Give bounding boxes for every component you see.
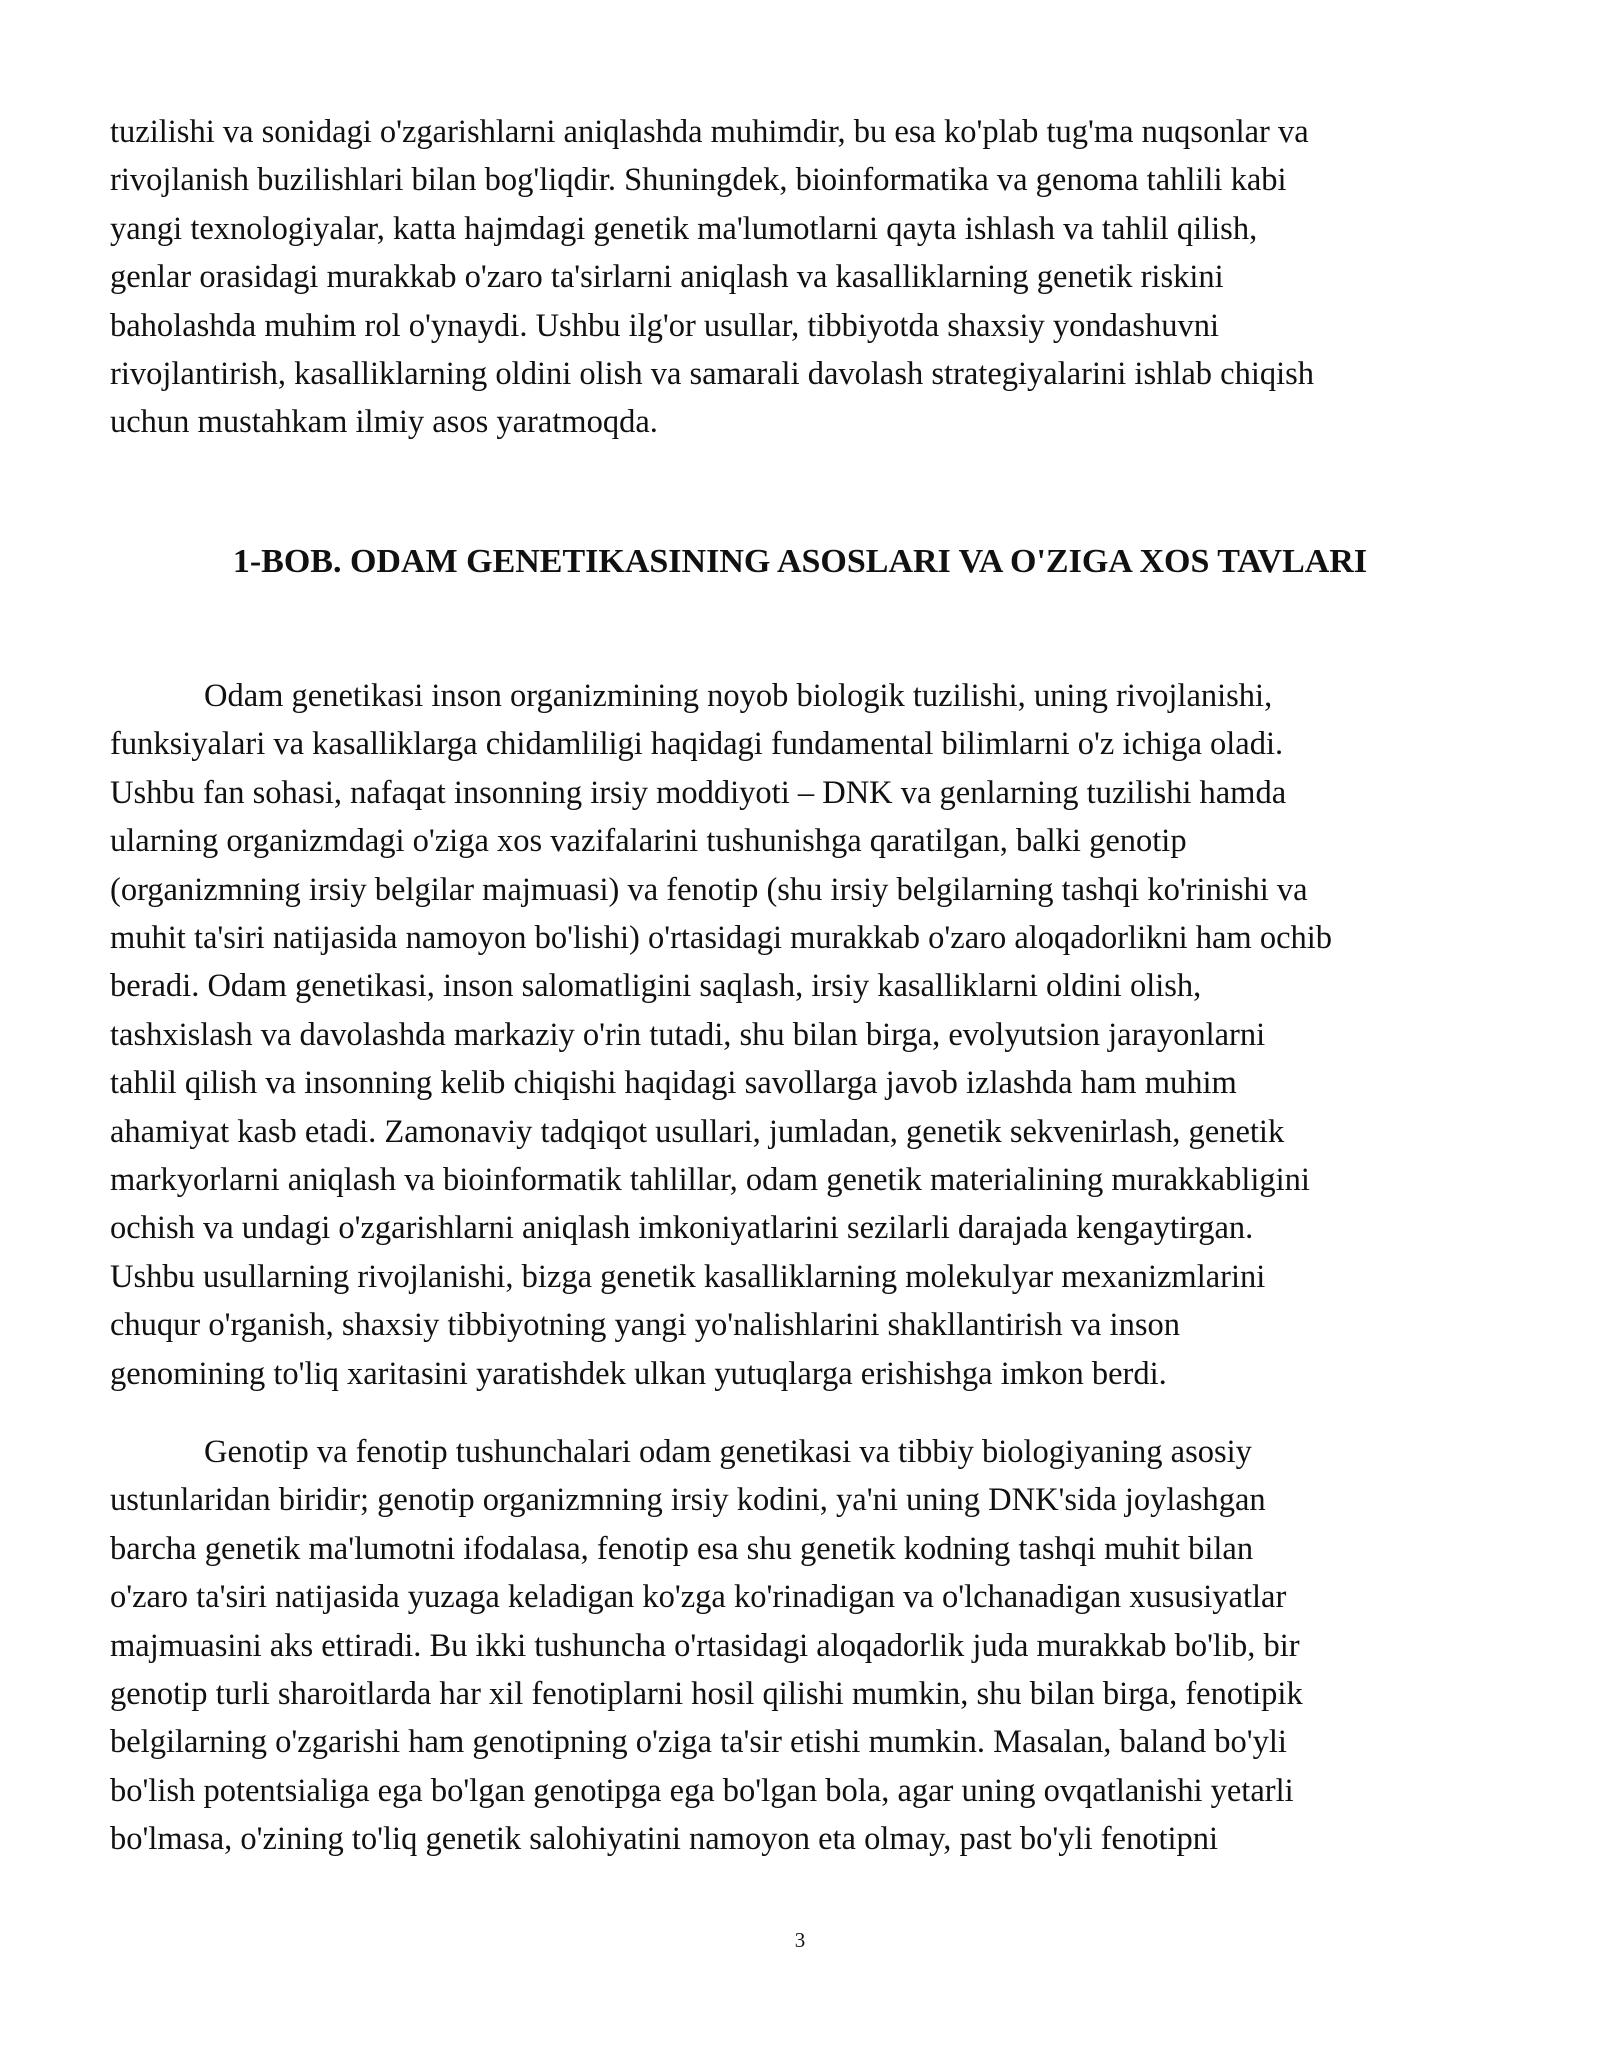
text-line: (organizmning irsiy belgilar majmuasi) va fenotip (shu irsiy belgilarning tashqi ko'rinishi va bbox=[110, 871, 1308, 908]
text-line: Ushbu fan sohasi, nafaqat insonning irsiy moddiyoti – DNK va genlarning tuzilishi hamda bbox=[110, 774, 1287, 811]
text-line: funksiyalari va kasalliklarga chidamliligi haqidagi fundamental bilimlarni o'z ichiga oladi. bbox=[110, 726, 1284, 763]
text-line: Ushbu usullarning rivojlanishi, bizga genetik kasalliklarning molekulyar mexanizmlarini bbox=[110, 1258, 1266, 1295]
text-line: tahlil qilish va insonning kelib chiqishi haqidagi savollarga javob izlashda ham muhim bbox=[110, 1065, 1237, 1102]
text-line: ustunlaridan biridir; genotip organizmning irsiy kodini, ya'ni uning DNK'sida joylashgan bbox=[110, 1482, 1266, 1519]
text-line: rivojlantirish, kasalliklarning oldini olish va samarali davolash strategiyalarini ishlab chiqish bbox=[110, 356, 1315, 393]
text-line: ularning organizmdagi o'ziga xos vazifalarini tushunishga qaratilgan, balki genotip bbox=[110, 823, 1187, 860]
paragraph-2 bbox=[110, 1428, 1500, 1864]
text-line: muhit ta'siri natijasida namoyon bo'lishi) o'rtasidagi murakkab o'zaro aloqadorlikni ham ochib bbox=[110, 920, 1333, 957]
text-line: yangi texnologiyalar, katta hajmdagi genetik ma'lumotlarni qayta ishlash va tahlil qilish, bbox=[110, 210, 1258, 247]
text-line: majmuasini aks ettiradi. Bu ikki tushuncha o'rtasidagi aloqadorlik juda murakkab bo'lib, bir bbox=[110, 1627, 1300, 1664]
chapter-title: 1-BOB. ODAM GENETIKASINING ASOSLARI VA O'ZIGA XOS TAVLARI bbox=[232, 543, 1368, 580]
paragraph-1 bbox=[110, 672, 1500, 1398]
text-line: ahamiyat kasb etadi. Zamonaviy tadqiqot usullari, jumladan, genetik sekvenirlash, genetik bbox=[110, 1113, 1285, 1150]
text-line: genlar orasidagi murakkab o'zaro ta'sirlarni aniqlash va kasalliklarning genetik riskini bbox=[110, 259, 1224, 296]
text-line: barcha genetik ma'lumotni ifodalasa, fenotip esa shu genetik kodning tashqi muhit bilan bbox=[110, 1530, 1254, 1567]
text-line: genotip turli sharoitlarda har xil fenotiplarni hosil qilishi mumkin, shu bilan birga, fenotipik bbox=[110, 1676, 1303, 1713]
text-line: baholashda muhim rol o'ynaydi. Ushbu ilg'or usullar, tibbiyotda shaxsiy yondashuvni bbox=[110, 307, 1219, 344]
text-line: chuqur o'rganish, shaxsiy tibbiyotning yangi yo'nalishlarini shakllantirish va inson bbox=[110, 1307, 1180, 1344]
text-line: o'zaro ta'siri natijasida yuzaga keladigan ko'zga ko'rinadigan va o'lchanadigan xususiyatlar bbox=[110, 1579, 1287, 1616]
text-line: rivojlanish buzilishlari bilan bog'liqdir. Shuningdek, bioinformatika va genoma tahlili kabi bbox=[110, 162, 1287, 199]
text-line: ochish va undagi o'zgarishlarni aniqlash imkoniyatlarini sezilarli darajada kengaytirgan. bbox=[110, 1210, 1254, 1247]
text-line: Odam genetikasi inson organizmining noyob biologik tuzilishi, uning rivojlanishi, bbox=[204, 678, 1273, 714]
text-line: genomining to'liq xaritasini yaratishdek ulkan yutuqlarga erishishga imkon berdi. bbox=[110, 1355, 1167, 1392]
text-line: tashxislash va davolashda markaziy o'rin tutadi, shu bilan birga, evolyutsion jarayonlarni bbox=[110, 1016, 1266, 1053]
text-line: bo'lish potentsialiga ega bo'lgan genotipga ega bo'lgan bola, agar uning ovqatlanishi yetarli bbox=[110, 1772, 1294, 1809]
text-line: markyorlarni aniqlash va bioinformatik tahlillar, odam genetik materialining murakkabligini bbox=[110, 1162, 1310, 1199]
text-line: bo'lmasa, o'zining to'liq genetik salohiyatini namoyon eta olmay, past bo'yli fenotipni bbox=[110, 1821, 1219, 1858]
text-line: Genotip va fenotip tushunchalari odam genetikasi va tibbiy biologiyaning asosiy bbox=[204, 1434, 1252, 1470]
text-line: beradi. Odam genetikasi, inson salomatligini saqlash, irsiy kasalliklarni oldini olish, bbox=[110, 968, 1202, 1005]
page-number: 3 bbox=[794, 1928, 806, 1952]
text-line: uchun mustahkam ilmiy asos yaratmoqda. bbox=[110, 404, 658, 441]
text-line: belgilarning o'zgarishi ham genotipning o'ziga ta'sir etishi mumkin. Masalan, baland bo'yli bbox=[110, 1724, 1287, 1761]
text-line: tuzilishi va sonidagi o'zgarishlarni aniqlashda muhimdir, bu esa ko'plab tug'ma nuqsonlar va bbox=[110, 114, 1309, 150]
intro-paragraph bbox=[110, 108, 1500, 447]
